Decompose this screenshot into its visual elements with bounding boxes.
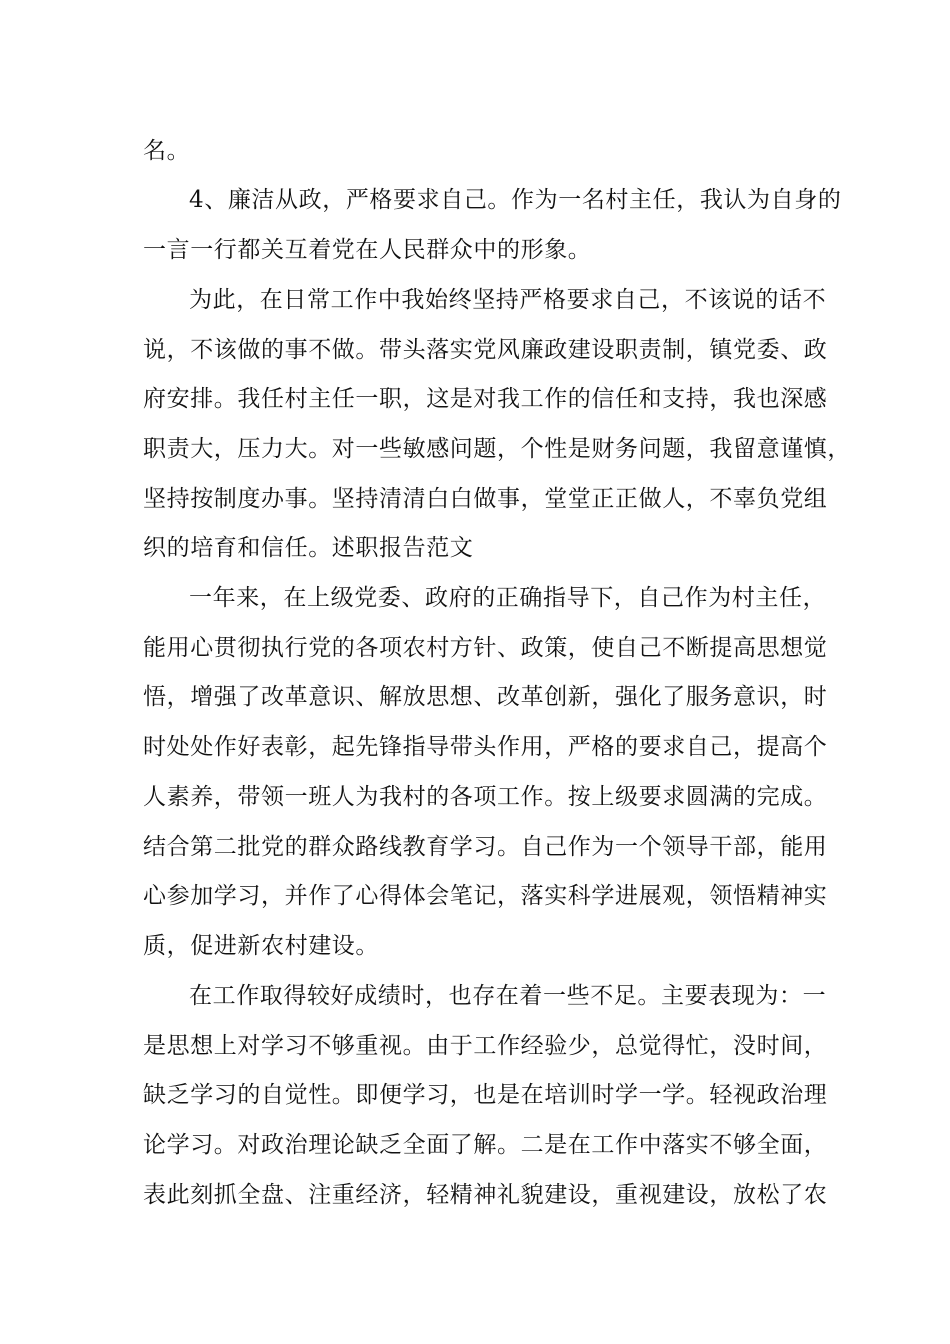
text-line: 府安排。我任村主任一职，这是对我工作的信任和支持，我也深感 bbox=[143, 386, 828, 412]
text-line: 名。 bbox=[143, 138, 191, 164]
text-line: 坚持按制度办事。坚持清清白白做事，堂堂正正做人，不辜负党组 bbox=[143, 486, 828, 512]
text-line: 为此，在日常工作中我始终坚持严格要求自己，不该说的话不 bbox=[189, 287, 827, 313]
text-line: 4、廉洁从政，严格要求自己。作为一名村主任，我认为自身的 bbox=[189, 187, 842, 213]
text-line: 心参加学习，并作了心得体会笔记，落实科学进展观，领悟精神实 bbox=[143, 883, 828, 909]
text-line: 缺乏学习的自觉性。即便学习，也是在培训时学一学。轻视政治理 bbox=[143, 1082, 828, 1108]
text-line: 质，促进新农村建设。 bbox=[143, 933, 379, 959]
text-line: 说，不该做的事不做。带头落实党风廉政建设职责制，镇党委、政 bbox=[143, 337, 828, 363]
text-line: 在工作取得较好成绩时，也存在着一些不足。主要表现为：一 bbox=[189, 983, 827, 1009]
text-line: 职责大，压力大。对一些敏感问题，个性是财务问题，我留意谨慎， bbox=[143, 436, 851, 462]
text-line: 能用心贯彻执行党的各项农村方针、政策，使自己不断提高思想觉 bbox=[143, 635, 828, 661]
text-line: 人素养，带领一班人为我村的各项工作。按上级要求圆满的完成。 bbox=[143, 784, 828, 810]
text-line: 结合第二批党的群众路线教育学习。自己作为一个领导干部，能用 bbox=[143, 834, 828, 860]
text-line: 表此刻抓全盘、注重经济，轻精神礼貌建设，重视建设，放松了农 bbox=[143, 1182, 828, 1208]
text-line: 时处处作好表彰，起先锋指导带头作用，严格的要求自己，提高个 bbox=[143, 734, 828, 760]
text-line: 一言一行都关互着党在人民群众中的形象。 bbox=[143, 237, 592, 263]
text-line: 论学习。对政治理论缺乏全面了解。二是在工作中落实不够全面， bbox=[143, 1132, 828, 1158]
text-line: 织的培育和信任。述职报告范文 bbox=[143, 535, 474, 561]
text-line: 一年来，在上级党委、政府的正确指导下，自己作为村主任， bbox=[189, 585, 827, 611]
text-line: 是思想上对学习不够重视。由于工作经验少，总觉得忙，没时间， bbox=[143, 1033, 828, 1059]
text-line: 悟，增强了改革意识、解放思想、改革创新，强化了服务意识，时 bbox=[143, 684, 828, 710]
